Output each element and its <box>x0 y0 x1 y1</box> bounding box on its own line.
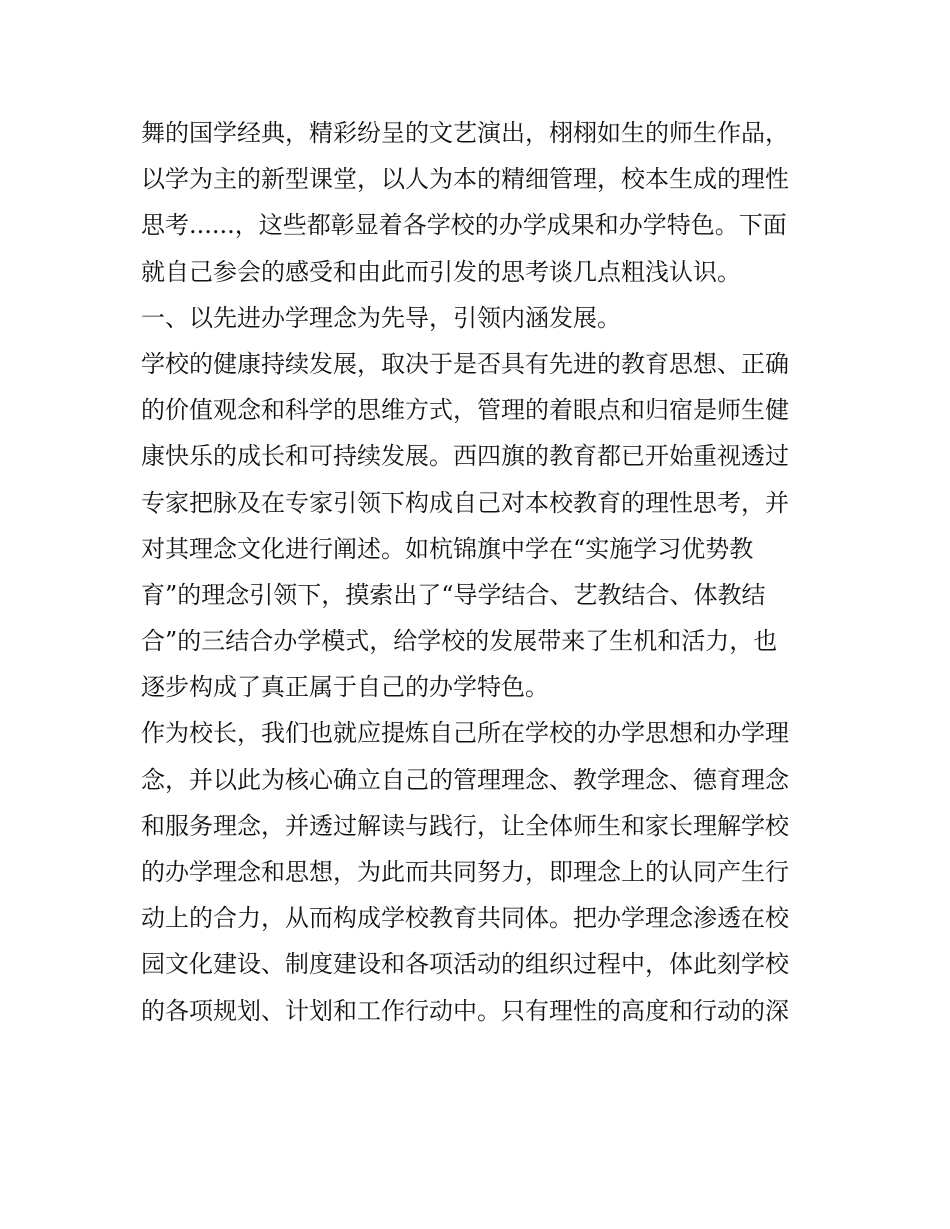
text-line: 舞的国学经典，精彩纷呈的文艺演出，栩栩如生的师生作品， <box>141 119 789 147</box>
text-line: 作为校长，我们也就应提炼自己所在学校的办学思想和办学理 <box>141 719 789 748</box>
text-line: 以学为主的新型课堂，以人为本的精细管理，校本生成的理性 <box>141 165 789 194</box>
text-line: 合”的三结合办学模式，给学校的发展带来了生机和活力，也 <box>141 627 778 656</box>
text-line: 康快乐的成长和可持续发展。西四旗的教育都已开始重视透过 <box>141 442 789 471</box>
document-body <box>141 110 821 1034</box>
text-line: 对其理念文化进行阐述。如杭锦旗中学在“实施学习优势教 <box>141 534 754 563</box>
text-line: 就自己参会的感受和由此而引发的思考谈几点粗浅认识。 <box>141 257 741 286</box>
section-heading: 一、以先进办学理念为先导，引领内涵发展。 <box>141 303 621 332</box>
text-line: 的价值观念和科学的思维方式，管理的着眼点和归宿是师生健 <box>141 396 789 425</box>
text-line: 念，并以此为核心确立自己的管理理念、教学理念、德育理念 <box>141 765 789 794</box>
text-line: 学校的健康持续发展，取决于是否具有先进的教育思想、正确 <box>141 349 789 378</box>
text-line: 专家把脉及在专家引领下构成自己对本校教育的理性思考，并 <box>141 488 789 517</box>
text-line: 和服务理念，并透过解读与践行，让全体师生和家长理解学校 <box>141 811 789 840</box>
text-line: 的各项规划、计划和工作行动中。只有理性的高度和行动的深 <box>141 996 789 1025</box>
text-line: 园文化建设、制度建设和各项活动的组织过程中，体此刻学校 <box>141 950 789 979</box>
text-line: 思考......，这些都彰显着各学校的办学成果和办学特色。下面 <box>141 211 787 240</box>
text-line: 的办学理念和思想，为此而共同努力，即理念上的认同产生行 <box>141 858 789 886</box>
text-line: 逐步构成了真正属于自己的办学特色。 <box>141 673 549 702</box>
text-line: 育”的理念引领下，摸索出了“导学结合、艺教结合、体教结 <box>141 580 766 609</box>
text-line: 动上的合力，从而构成学校教育共同体。把办学理念渗透在校 <box>141 904 789 933</box>
